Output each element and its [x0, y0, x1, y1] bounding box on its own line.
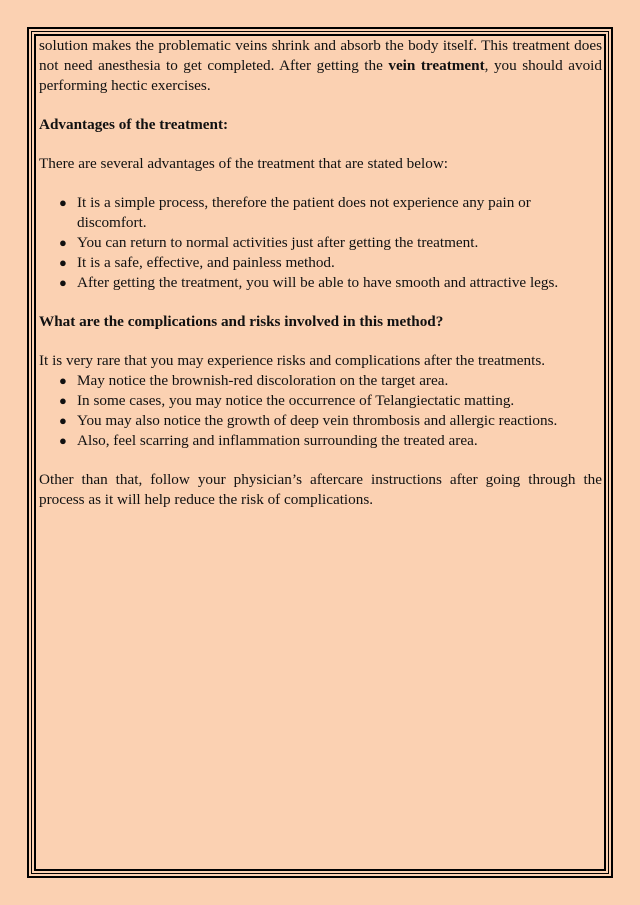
- list-item: ● It is a safe, effective, and painless method.: [59, 254, 335, 271]
- intro-text-1: solution makes the problematic veins shrink and absorb the body itself. This treatment does not need anesthesia to get completed. After getting the: [39, 37, 602, 74]
- advantages-lead: There are several advantages of the treatment that are stated below:: [39, 155, 449, 172]
- vein-treatment-link: vein treatment: [388, 57, 485, 74]
- intro-paragraph: [39, 36, 602, 96]
- list-item: ● In some cases, you may notice the occurrence of Telangiectatic matting.: [59, 392, 515, 409]
- advantages-list: [39, 193, 602, 293]
- closing-paragraph: Other than that, follow your physician’s aftercare instructions after going through the process as it will help reduce the risk of complications.: [39, 471, 602, 508]
- bullet-icon: ●: [59, 393, 67, 408]
- list-item: ● Also, feel scarring and inflammation surrounding the treated area.: [59, 432, 478, 449]
- intro-text-2: , you should avoid performing hectic exercises.: [39, 57, 602, 94]
- risks-list: [39, 371, 602, 451]
- risks-heading: What are the complications and risks involved in this method?: [39, 313, 444, 330]
- bullet-icon: ●: [59, 255, 67, 270]
- risks-lead: It is very rare that you may experience risks and complications after the treatments.: [39, 352, 546, 369]
- bullet-icon: ●: [59, 235, 67, 250]
- list-item: ● You may also notice the growth of deep vein thrombosis and allergic reactions.: [59, 412, 558, 429]
- list-item: ● You can return to normal activities just after getting the treatment.: [59, 234, 479, 251]
- advantages-heading: Advantages of the treatment:: [39, 116, 229, 133]
- bullet-icon: ●: [59, 275, 67, 290]
- bullet-icon: ●: [59, 433, 67, 448]
- list-item: ● After getting the treatment, you will be able to have smooth and attractive legs.: [59, 274, 559, 291]
- list-item: ● May notice the brownish-red discoloration on the target area.: [59, 372, 449, 389]
- bullet-icon: ●: [59, 413, 67, 428]
- list-item: ● It is a simple process, therefore the patient does not experience any pain or discomfort.: [59, 194, 531, 231]
- bullet-icon: ●: [59, 373, 67, 388]
- bullet-icon: ●: [59, 195, 67, 210]
- document-body: [39, 36, 602, 510]
